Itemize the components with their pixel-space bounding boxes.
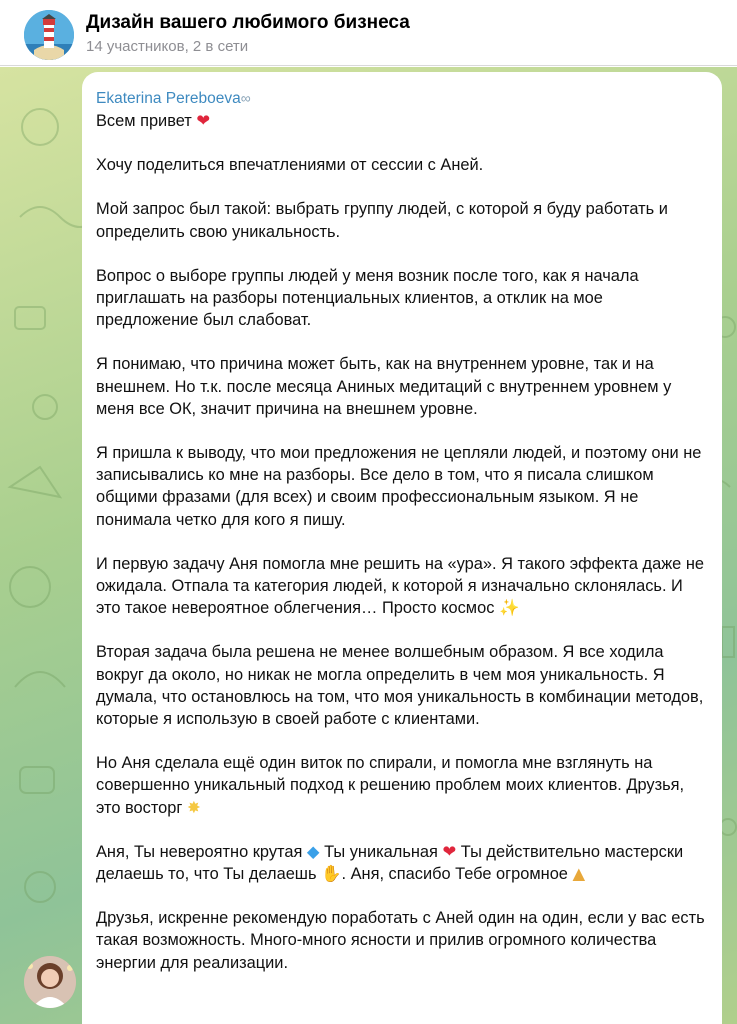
chat-title[interactable]: Дизайн вашего любимого бизнеса — [86, 12, 410, 33]
message-author[interactable] — [96, 86, 708, 110]
message-paragraph-1 — [96, 110, 708, 132]
gem-icon: ◆ — [306, 841, 320, 861]
paragraph-text: Но Аня сделала ещё один виток по спирали, и помогла мне взглянуть на совершенно уникальный подход к решению проблем моих клиентов. Друзья, это восторг — [96, 754, 685, 817]
message-paragraph-7 — [96, 553, 708, 620]
heart-icon: ❤ — [196, 111, 211, 130]
author-name[interactable]: Ekaterina Pereboeva — [96, 90, 241, 107]
message-paragraph-8: Вторая задача была решена не менее волшебным образом. Я все ходила вокруг да около, но никак не могла определить в чем моя уникальность. Я думала, что остановлюсь на том, что моя уникальность в комбинации методов, которые я использую в своей работе с клиентами. — [96, 643, 704, 729]
paragraph-text: Ты уникальная — [324, 842, 438, 861]
message-paragraph-5: Я понимаю, что причина может быть, как на внутреннем уровне, так и на внешнем. Но т.к. после месяца Аниных медитаций с внутреннем уровнем у меня все ОК, значит причина на внешнем уровне. — [96, 355, 672, 418]
lighthouse-icon — [24, 10, 74, 60]
sender-avatar[interactable] — [24, 956, 76, 1008]
message-paragraph-3: Мой запрос был такой: выбрать группу людей, с которой я буду работать и определить свою уникальность. — [96, 200, 668, 241]
clapping-hands-icon: ✋ — [321, 864, 342, 884]
heart-icon: ❤ — [442, 841, 457, 861]
message-paragraph-10 — [96, 841, 708, 885]
chat-members-status: 14 участников, 2 в сети — [86, 38, 249, 55]
paragraph-text: . Аня, спасибо Тебе огромное — [341, 865, 568, 884]
paragraph-text: И первую задачу Аня помогла мне решить на «ура». Я такого эффекта даже не ожидала. Отпала та категория людей, к которой я изначально склонялась. И это такое невероятное облегчения… Просто космос — [96, 554, 705, 618]
message-paragraph-9 — [96, 752, 708, 819]
message-paragraph-4: Вопрос о выборе группы людей у меня возник после того, как я начала приглашать на разборы потенциальных клиентов, а отклик на мое предложение был слабоват. — [96, 266, 639, 330]
message-paragraph-2: Хочу поделиться впечатлениями от сессии с Аней. — [96, 156, 484, 175]
paragraph-text: Ты действительно мастерски делаешь то, что Ты делаешь — [96, 842, 684, 884]
message-paragraph-11: Друзья, искренне рекомендую поработать с Аней один на один, если у вас есть такая возможность. Много-много ясности и прилив огромного количества энергии для реализации. — [96, 909, 705, 972]
chat-area — [0, 67, 737, 1024]
message-paragraph-6: Я пришла к выводу, что мои предложения не цепляли людей, и поэтому они не записывались ко мне на разборы. Все дело в том, что я писала слишком общими фразами (для всех) и своим профессиональным языком. Я не понимала четко для кого я пишу. — [96, 444, 702, 529]
star-icon: ✸ — [186, 797, 201, 817]
channel-avatar[interactable] — [24, 10, 74, 60]
praying-hands-icon: ▲ — [572, 864, 586, 884]
message-bubble[interactable] — [82, 72, 722, 1024]
user-photo-icon — [24, 956, 76, 1008]
infinity-icon: ∞ — [240, 90, 251, 106]
sparkles-icon: ✨ — [498, 598, 520, 618]
chat-header — [0, 0, 737, 66]
paragraph-text: Всем привет — [96, 112, 192, 130]
paragraph-text: Аня, Ты невероятно крутая — [96, 842, 303, 861]
